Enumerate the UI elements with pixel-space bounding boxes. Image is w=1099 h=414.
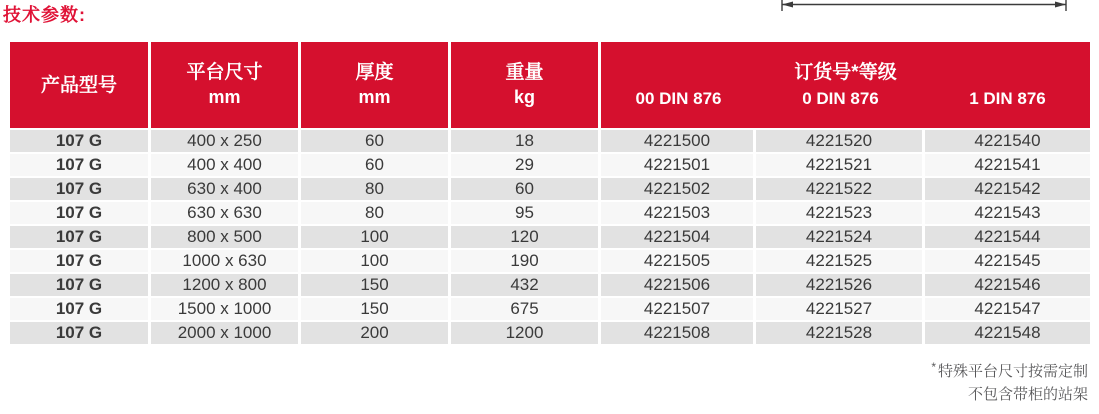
header-weight [451,42,601,128]
table-row [10,154,1090,176]
table-cell: 675 [451,298,601,320]
footnotes [931,360,1088,406]
header-platform-size-unit: mm [208,87,241,107]
table-cell: 4221540 [925,130,1090,152]
table-cell: 107 G [10,154,151,176]
header-product-model [10,42,151,128]
table-row [10,202,1090,224]
table-cell: 150 [301,298,451,320]
table-cell: 4221546 [925,274,1090,296]
table-cell: 4221526 [756,274,925,296]
header-order-grade-1-din-876: 1 DIN 876 [969,88,1046,108]
header-thickness-unit: mm [358,87,391,107]
table-row [10,226,1090,248]
table-cell: 4221521 [756,154,925,176]
table-cell: 1500 x 1000 [151,298,301,320]
table-cell: 630 x 630 [151,202,301,224]
table-cell: 4221502 [601,178,756,200]
header-order-grades [601,87,1090,111]
table-cell: 29 [451,154,601,176]
table-cell: 2000 x 1000 [151,322,301,344]
table-cell: 4221503 [601,202,756,224]
footnote-no-stand: 不包含带柜的站架 [967,386,1088,403]
table-body [10,130,1090,344]
table-cell: 80 [301,202,451,224]
table-header [10,42,1090,128]
page-title: 技术参数: [3,5,86,25]
header-platform-size-label: 平台尺寸 [186,62,263,83]
table-cell: 107 G [10,274,151,296]
table-cell: 100 [301,226,451,248]
table-cell: 4221528 [756,322,925,344]
footnote-custom-size: * 特殊平台尺寸按需定制 [931,360,1088,380]
header-thickness [301,42,451,128]
table-cell: 4221505 [601,250,756,272]
header-product-model-label: 产品型号 [40,74,117,96]
table-cell: 95 [451,202,601,224]
table-row [10,298,1090,320]
table-cell: 4221500 [601,130,756,152]
table-cell: 107 G [10,250,151,272]
table-cell: 400 x 400 [151,154,301,176]
table-cell: 150 [301,274,451,296]
dimension-line-fragment [778,0,1070,12]
table-cell: 100 [301,250,451,272]
footnote-asterisk: * [931,360,936,374]
table-cell: 4221545 [925,250,1090,272]
header-order-group-label: 订货号*等级 [794,61,897,83]
table-cell: 4221507 [601,298,756,320]
table-cell: 4221520 [756,130,925,152]
table-cell: 400 x 250 [151,130,301,152]
header-order-group [601,42,1090,128]
table-cell: 432 [451,274,601,296]
header-thickness-label: 厚度 [355,62,394,83]
table-cell: 60 [451,178,601,200]
header-weight-unit: kg [513,87,535,107]
table-cell: 4221504 [601,226,756,248]
table-cell: 4221548 [925,322,1090,344]
header-order-grade-00-din-876: 00 DIN 876 [635,88,722,108]
table-cell: 4221506 [601,274,756,296]
table-cell: 4221508 [601,322,756,344]
table-row [10,250,1090,272]
table-cell: 4221547 [925,298,1090,320]
table-cell: 4221501 [601,154,756,176]
table-row [10,322,1090,344]
table-cell: 4221541 [925,154,1090,176]
table-cell: 107 G [10,178,151,200]
table-cell: 4221544 [925,226,1090,248]
header-weight-label: 重量 [505,62,544,83]
table-cell: 18 [451,130,601,152]
table-cell: 4221527 [756,298,925,320]
table-cell: 60 [301,154,451,176]
table-cell: 4221525 [756,250,925,272]
table-cell: 107 G [10,130,151,152]
table-cell: 107 G [10,202,151,224]
table-cell: 60 [301,130,451,152]
table-cell: 4221522 [756,178,925,200]
table-cell: 80 [301,178,451,200]
table-row [10,130,1090,152]
header-platform-size [151,42,301,128]
table-cell: 200 [301,322,451,344]
table-cell: 1000 x 630 [151,250,301,272]
table-cell: 120 [451,226,601,248]
table-cell: 4221523 [756,202,925,224]
header-order-grade-0-din-876: 0 DIN 876 [802,88,879,108]
table-cell: 107 G [10,226,151,248]
table-cell: 1200 x 800 [151,274,301,296]
table-cell: 1200 [451,322,601,344]
table-cell: 4221543 [925,202,1090,224]
table-row [10,274,1090,296]
table-cell: 800 x 500 [151,226,301,248]
technical-parameters-table [10,42,1090,346]
table-cell: 4221542 [925,178,1090,200]
table-cell: 107 G [10,298,151,320]
table-cell: 630 x 400 [151,178,301,200]
table-cell: 190 [451,250,601,272]
table-cell: 107 G [10,322,151,344]
table-row [10,178,1090,200]
table-cell: 4221524 [756,226,925,248]
